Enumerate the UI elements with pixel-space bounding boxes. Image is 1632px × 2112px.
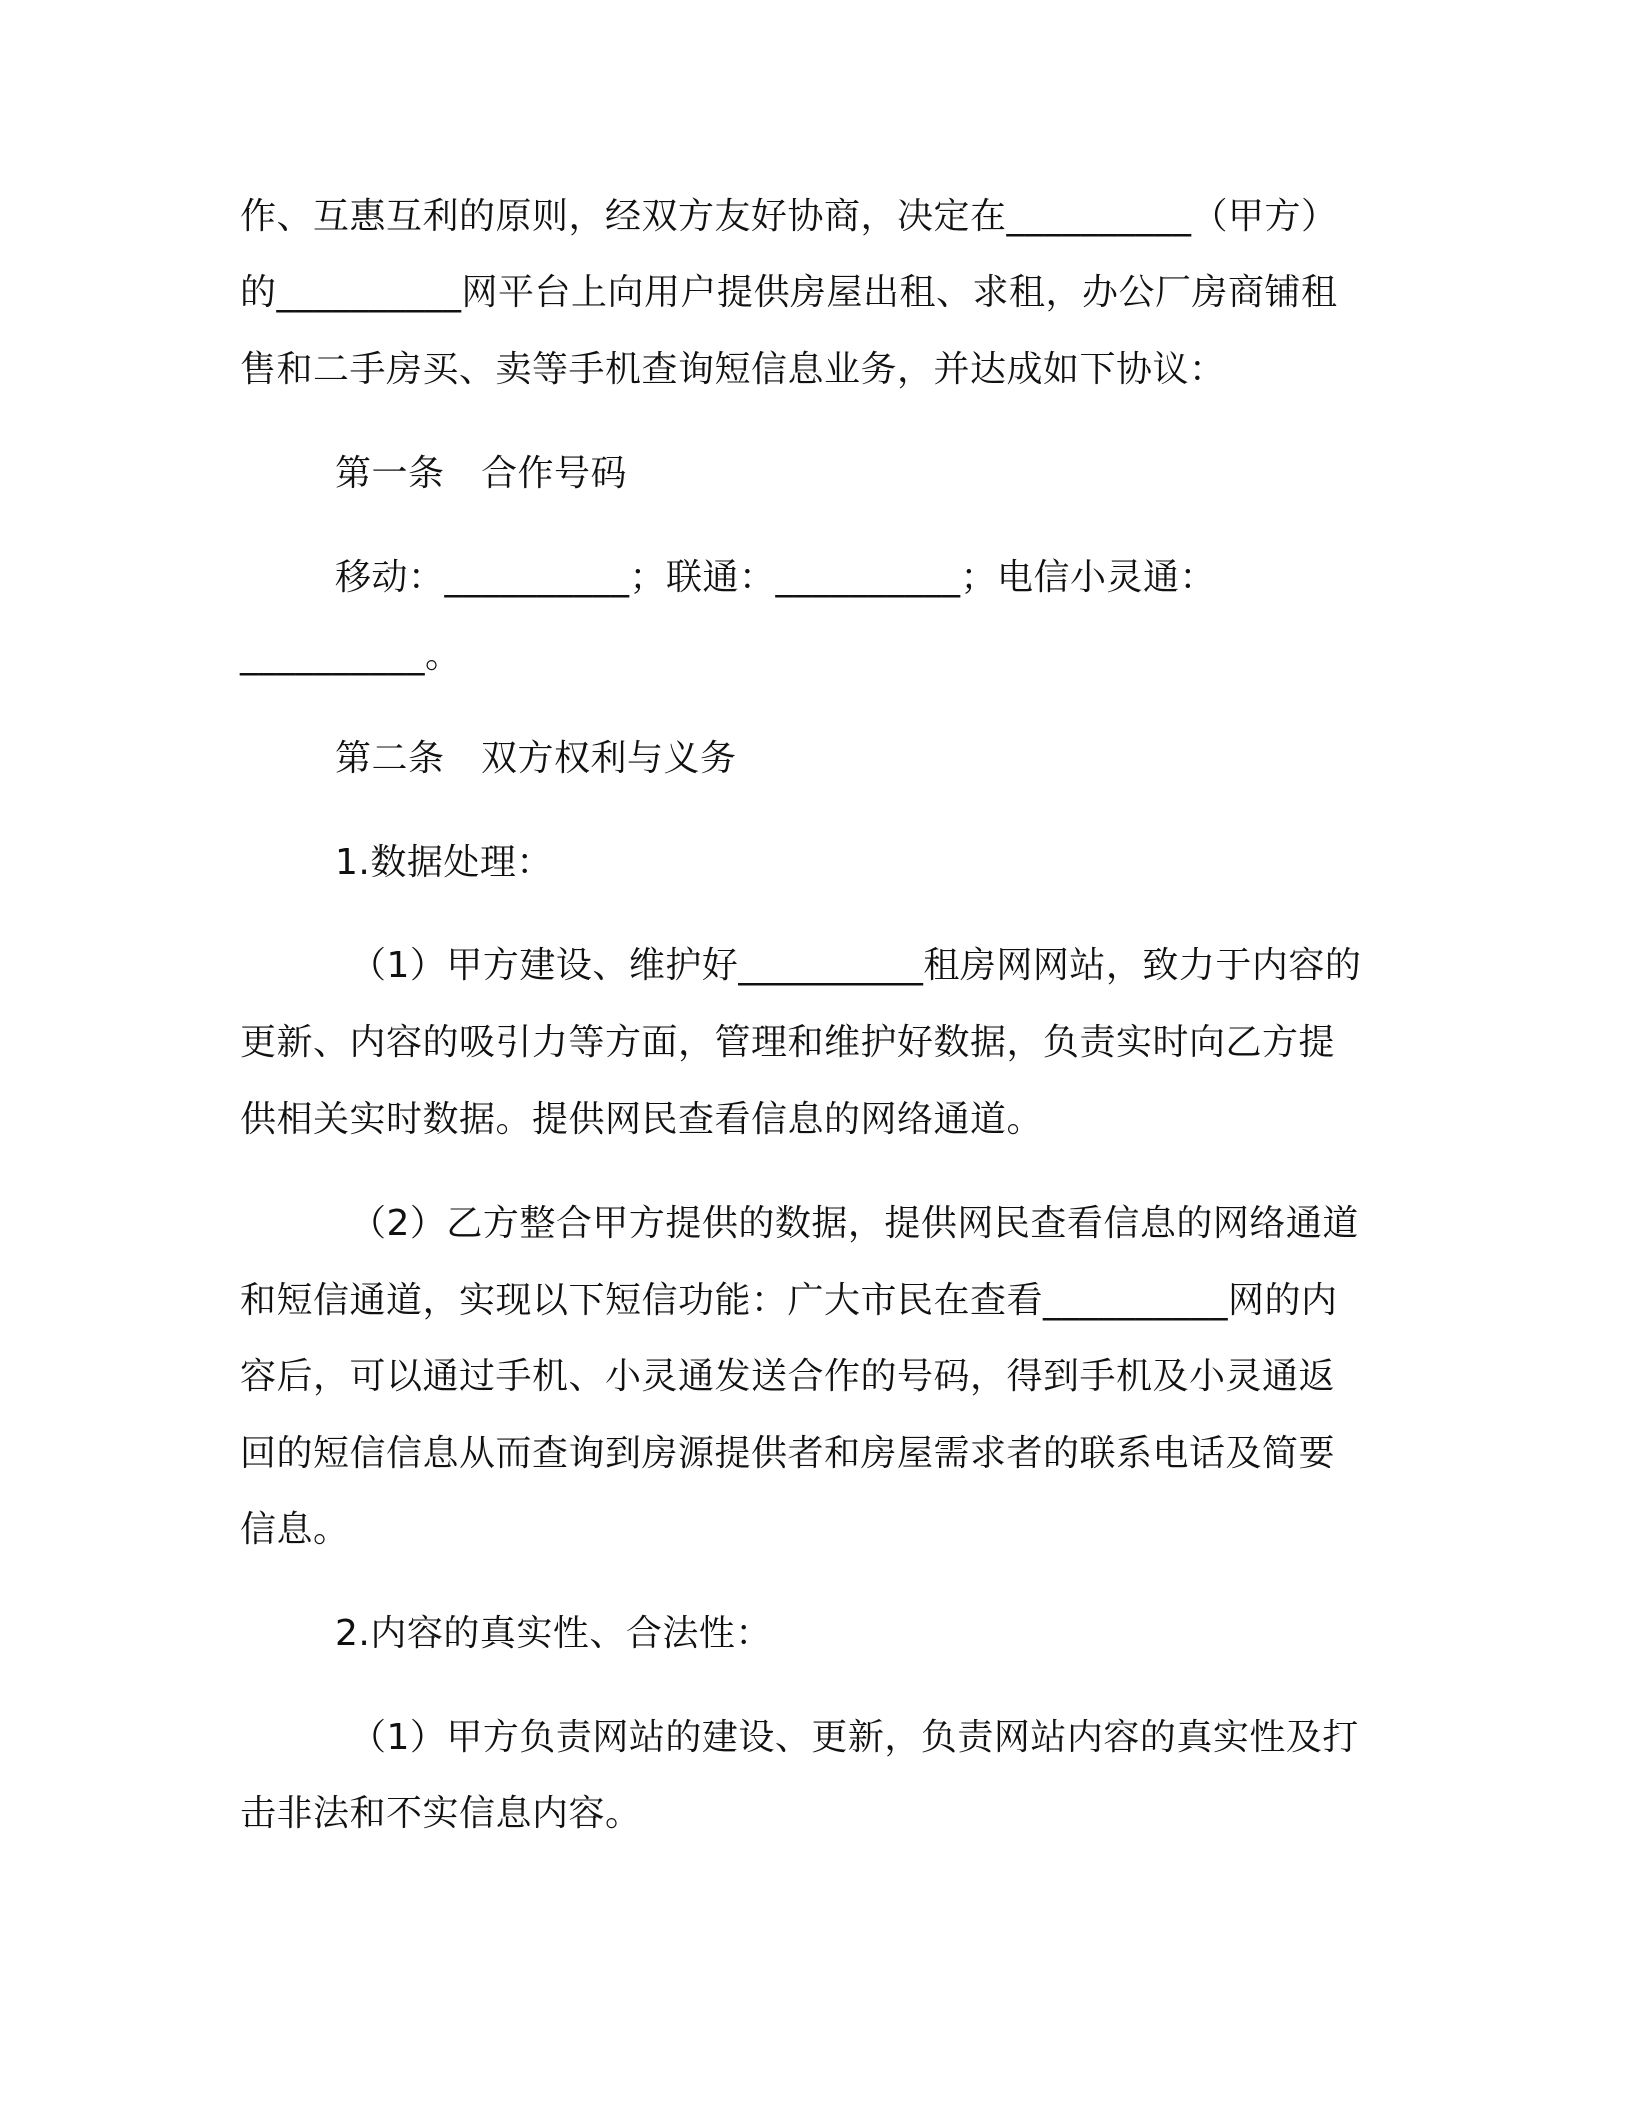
paragraph-line: 和短信通道，实现以下短信功能：广大市民在查看__________网的内 bbox=[240, 1280, 1338, 1321]
paragraph-line: __________。 bbox=[240, 635, 462, 676]
article-heading: 第二条 双方权利与义务 bbox=[335, 738, 737, 779]
paragraph-line: 更新、内容的吸引力等方面，管理和维护好数据，负责实时向乙方提 bbox=[240, 1022, 1336, 1063]
paragraph-line: 信息。 bbox=[240, 1509, 350, 1550]
paragraph-line: 回的短信信息从而查询到房源提供者和房屋需求者的联系电话及简要 bbox=[240, 1433, 1336, 1474]
paragraph-line: 容后，可以通过手机、小灵通发送合作的号码，得到手机及小灵通返 bbox=[240, 1356, 1336, 1397]
article-heading: 第一条 合作号码 bbox=[335, 453, 628, 494]
section-heading: 1.数据处理： bbox=[335, 842, 553, 883]
paragraph-line: （2）乙方整合甲方提供的数据，提供网民查看信息的网络通道 bbox=[350, 1203, 1359, 1244]
paragraph-line: （1）甲方建设、维护好__________租房网网站，致力于内容的 bbox=[350, 945, 1362, 986]
paragraph-line: 的__________网平台上向用户提供房屋出租、求租，办公厂房商铺租 bbox=[240, 272, 1338, 313]
paragraph-line: 作、互惠互利的原则，经双方友好协商，决定在__________（甲方） bbox=[240, 196, 1338, 237]
paragraph-line: （1）甲方负责网站的建设、更新，负责网站内容的真实性及打 bbox=[350, 1717, 1359, 1758]
paragraph-line: 售和二手房买、卖等手机查询短信息业务，并达成如下协议： bbox=[240, 349, 1226, 390]
paragraph-line: 移动：__________；联通：__________；电信小灵通： bbox=[335, 557, 1217, 598]
paragraph-line: 击非法和不实信息内容。 bbox=[240, 1793, 642, 1834]
paragraph-line: 供相关实时数据。提供网民查看信息的网络通道。 bbox=[240, 1099, 1044, 1140]
section-heading: 2.内容的真实性、合法性： bbox=[335, 1613, 772, 1654]
